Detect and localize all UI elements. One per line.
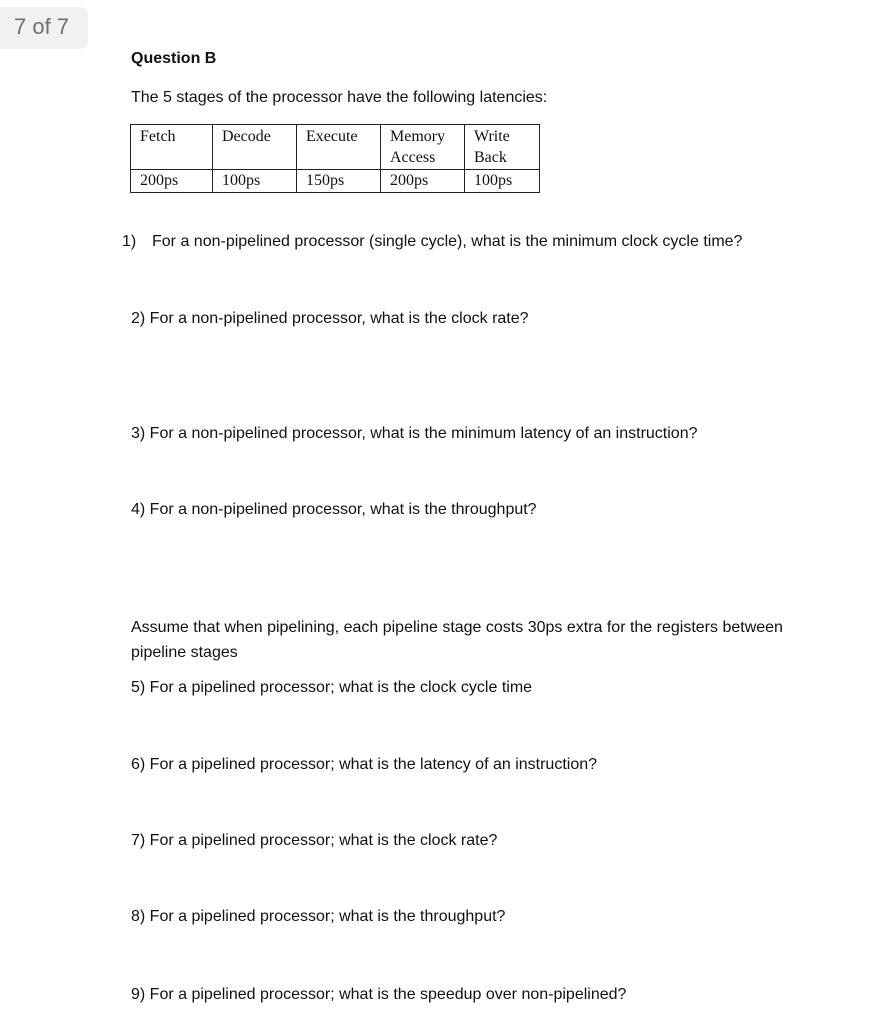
header-cell-memory-access: Memory Access [381,125,465,170]
page-indicator: 7 of 7 [0,7,88,49]
value-cell-fetch: 200ps [131,170,213,193]
value-cell-write-back: 100ps [465,170,540,193]
question-1-text: For a non-pipelined processor (single cycle), what is the minimum clock cycle time? [152,233,743,250]
question-heading: Question B [131,50,217,67]
question-2: 2) For a non-pipelined processor, what is the clock rate? [131,310,529,327]
question-9: 9) For a pipelined processor; what is the speedup over non-pipelined? [131,986,627,1003]
question-8: 8) For a pipelined processor; what is the throughput? [131,908,506,925]
header-cell-write-back: Write Back [465,125,540,170]
question-5: 5) For a pipelined processor; what is the clock cycle time [131,679,533,696]
header-cell-decode: Decode [213,125,297,170]
question-1-number: 1) [122,233,137,250]
header-cell-execute: Execute [297,125,381,170]
value-cell-decode: 100ps [213,170,297,193]
value-cell-execute: 150ps [297,170,381,193]
value-cell-memory-access: 200ps [381,170,465,193]
question-4: 4) For a non-pipelined processor, what is the throughput? [131,501,537,518]
table-header-row [131,125,540,170]
question-3: 3) For a non-pipelined processor, what is the minimum latency of an instruction? [131,425,698,442]
question-6: 6) For a pipelined processor; what is the latency of an instruction? [131,756,598,773]
pipelining-assumption: Assume that when pipelining, each pipeline stage costs 30ps extra for the registers between pipeline stages [131,619,783,661]
question-7: 7) For a pipelined processor; what is the clock rate? [131,832,498,849]
latency-table [130,124,540,193]
intro-text: The 5 stages of the processor have the following latencies: [131,89,548,106]
question-1 [122,233,742,251]
header-cell-fetch: Fetch [131,125,213,170]
table-values-row [131,170,540,193]
